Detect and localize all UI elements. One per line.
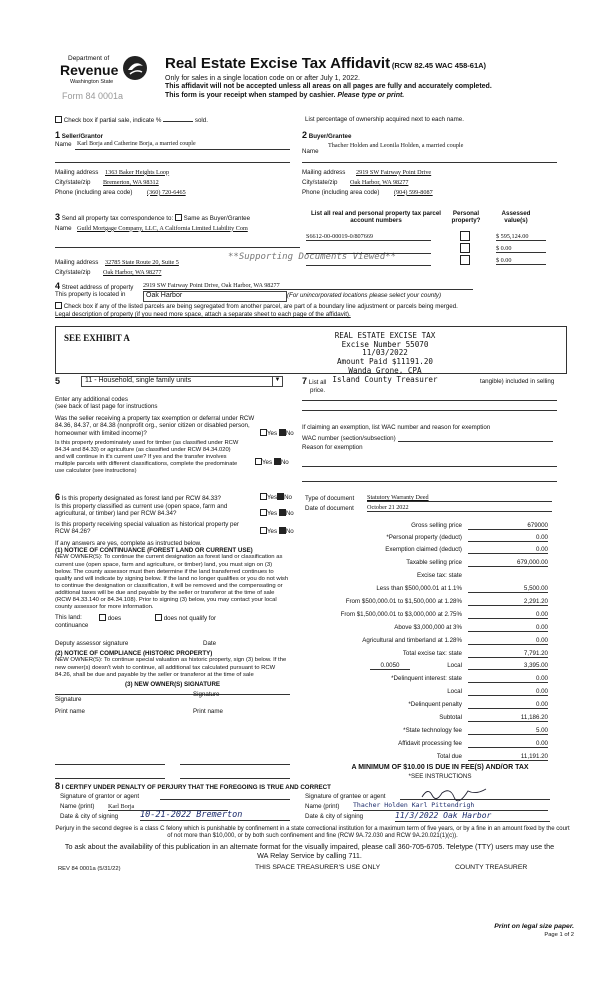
buyer-mail-label: Mailing address (302, 168, 346, 176)
located-select[interactable]: Oak Harbor (143, 291, 287, 302)
local-rate-field[interactable]: 0.0050 (370, 662, 410, 670)
tax-label: Total excise tax: state (402, 650, 462, 657)
tax-row (300, 714, 550, 724)
seller-city-label: City/state/zip (55, 178, 91, 186)
same-as-buyer-checkbox[interactable] (175, 214, 182, 221)
tax-value[interactable]: 0.00 (468, 675, 548, 683)
dept-line1: Department of (68, 55, 110, 62)
tax-label: From $1,500,000.01 to $3,000,000 at 2.75% (340, 611, 462, 618)
tax-row (300, 559, 550, 569)
yes-label: Yes (267, 429, 278, 437)
see-back-label: (see back of last page for instructions (55, 403, 158, 411)
new-owner-signature-label-1: Signature (55, 696, 82, 704)
s8-num: 8 (55, 781, 61, 791)
new-owner-print-label-2: Print name (193, 708, 223, 716)
form-rcw: (RCW 82.45 WAC 458-61A) (391, 61, 487, 70)
tax-value[interactable]: 3,395.00 (468, 662, 548, 670)
tax-row (300, 624, 550, 634)
stamp-line3: 11/03/2022 (362, 348, 408, 358)
grantor-sig-label: Signature of grantor or agent (60, 793, 140, 800)
subtitle-3: This form is your receipt when stamped by cashier. (165, 91, 336, 99)
dept-line2: Revenue (60, 62, 119, 78)
this-land-label: This land: (55, 614, 82, 622)
tax-value[interactable]: 11,191.20 (468, 753, 548, 761)
s3-city-label: City/state/zip (55, 268, 91, 276)
notice2-text: NEW OWNER(S): To continue special valuation as historic property, sign (3) below. If the new owner(s) doesn't wish to continue, all additional tax calculated pursuant to RCW 84.26, shall be due and payable by the seller or transferor at the time of sale (55, 657, 287, 678)
parcel-row (302, 257, 562, 267)
notice1-title: (1) NOTICE OF CONTINUANCE (FOREST LAND OR CURRENT USE) (55, 546, 253, 554)
legal-size-note: Print on legal size paper. (494, 923, 574, 930)
tax-label: Above $3,000,000 at 3% (394, 624, 462, 631)
buyer-mail-field[interactable]: 2919 SW Fairway Point Drive (356, 168, 432, 176)
s3-name-label: Name (55, 224, 72, 232)
buyer-num: 2 (302, 130, 308, 140)
grantee-name-label: Name (print) (305, 803, 340, 810)
county-treasurer-label: COUNTY TREASURER (455, 864, 528, 871)
buyer-name-field[interactable]: Thacher Holden and Leonila Holden, a married couple (328, 141, 464, 149)
tax-label: *Delinquent penalty (408, 701, 462, 708)
partial-sale-label: Check box if partial sale, indicate % (63, 117, 162, 124)
perjury-notice: Perjury in the second degree is a class C felony which is punishable by confinement in a state correctional institution for a maximum term of five years, or by a fine in an amount fixed by the court of not more than $10,000, or by both such confinement and fine (RCW 9A.72.030 and RCW 9A.20.021(1)(c)). (55, 826, 570, 840)
accessibility-notice: To ask about the availability of this publication in an alternate format for the visually impaired, please call 360-705-6705. Teletype (TTY) users may use the WA Relay Service by calling 711. (64, 842, 555, 860)
s6-q2: Is this property classified as current use (open space, farm and agricultural, or timber) land per RCW 84.34? (55, 502, 228, 518)
tax-row (300, 637, 550, 647)
list-percentage-note: List percentage of ownership acquired next to each name. (305, 116, 464, 123)
tax-row (300, 753, 550, 763)
s3-mail-field[interactable]: 32785 State Route 20, Suite 5 (105, 258, 179, 266)
buyer-heading: Buyer/Grantee (308, 133, 352, 140)
stamp-line1: REAL ESTATE EXCISE TAX (334, 331, 436, 340)
parcel-col3-header: Assessed value(s) (501, 210, 531, 225)
doc-date-label: Date of document (305, 505, 354, 512)
s3-mail-label: Mailing address (55, 258, 99, 266)
parcel-row (302, 233, 562, 243)
located-label: This property is located in (55, 291, 126, 298)
stamp-line5: Wanda Grone, CPA (348, 365, 422, 375)
partial-sold-label: sold. (194, 117, 208, 124)
tax-value[interactable]: 2,291.20 (468, 598, 548, 606)
tax-row (300, 675, 550, 685)
stamp-line2: Excise Number 55070 (341, 339, 429, 349)
personal-property-checkbox[interactable] (460, 231, 470, 241)
s7-tangible: tangible) included in selling (480, 378, 555, 385)
tax-value[interactable]: 7,791.20 (468, 650, 548, 658)
tax-value[interactable]: 11,186.20 (468, 714, 548, 722)
grantor-date-field[interactable]: 10-21-2022 Bremerton (140, 810, 290, 821)
subtitle-3-italic: Please type or print. (337, 91, 405, 99)
seller-phone-label: Phone (including area code) (55, 188, 133, 196)
no-label: No (285, 527, 294, 535)
tax-row (300, 650, 550, 660)
tax-label: *Personal property (deduct) (386, 534, 462, 541)
subtitle-2: This affidavit will not be accepted unless all areas on all pages are fully and accurately completed. (165, 83, 492, 91)
treasurer-use-label: THIS SPACE TREASURER'S USE ONLY (255, 864, 381, 871)
parcel-col1-header: List all real and personal property tax parcel account numbers (311, 210, 441, 225)
dor-logo (60, 55, 152, 105)
form-revision: REV 84 0001a (5/31/22) (58, 866, 121, 872)
land-use-value: 11 - Household, single family units (85, 377, 192, 384)
personal-property-checkbox[interactable] (460, 255, 470, 265)
tax-value[interactable]: 0.00 (468, 688, 548, 696)
s7-num: 7 (302, 376, 308, 386)
s5-q2: Is this property predominately used for timber (as classified under RCW 84.34 and 84.33) or agriculture (as classified under RCW 84.34.020) and will continue in it's current use? If yes and the transfer involves multiple parcels with different classifications, complete the predominate use calculator (see instructions) (55, 440, 239, 474)
tax-value[interactable]: 0.00 (468, 637, 548, 645)
s3-label: Send all property tax correspondence to: (61, 215, 174, 222)
buyer-phone-label: Phone (including area code) (302, 188, 380, 196)
tax-row (300, 727, 550, 737)
seller-num: 1 (55, 130, 61, 140)
tax-row (300, 598, 550, 608)
tax-label: Local (447, 662, 462, 669)
tax-row (300, 585, 550, 595)
seller-phone-field[interactable]: (360) 720-6465 (147, 188, 186, 196)
notice1-text: NEW OWNER(S): To continue the current designation as forest land or classification as current use (open space, farm and agriculture, or timber) land, you must sign on (3) below. The county assessor must then determine if the land transferred continues to qualify and will indicate by signing below. If the land no longer qualifies or you do not wish to continue the designation or classification, it will be removed and the compensating or additional taxes will be due and payable by the seller or transferor at the time of sale (RCW 84.33.140 or 84.34.108). Prior to signing (3) below, you may contact your local county assessor for more information. (55, 554, 289, 610)
s5-q2-yes-checkbox[interactable] (255, 458, 262, 465)
continuance-label: continuance (55, 622, 89, 630)
chevron-down-icon: ▼ (272, 377, 282, 386)
tax-label: Affidavit processing fee (398, 740, 462, 747)
tax-label: Gross selling price (411, 522, 462, 529)
parcel-value[interactable]: $ 0.00 (496, 245, 546, 253)
doc-type-field[interactable]: Statutory Warranty Deed (367, 494, 552, 502)
s3-name-field[interactable]: Guild Mortgage Company, LLC, A California Limited Liability Com (77, 224, 248, 232)
new-owner-print-label-1: Print name (55, 708, 85, 716)
tax-value[interactable]: 0.00 (468, 546, 548, 554)
tax-value[interactable]: 679,000.00 (468, 559, 548, 567)
tax-row (300, 522, 550, 532)
tax-label: Subtotal (439, 714, 462, 721)
wac-field[interactable] (398, 441, 553, 442)
grantor-date-label: Date & city of signing (60, 813, 119, 820)
seller-mail-label: Mailing address (55, 168, 99, 176)
deputy-signature-label: Deputy assessor signature (55, 640, 129, 648)
seller-name-field[interactable]: Karl Borja and Catherine Borja, a married couple (77, 140, 196, 147)
form-title-area (165, 55, 565, 100)
s6-q1: Is this property designated as forest land per RCW 84.33? (61, 495, 221, 502)
yes-label: Yes (267, 527, 278, 535)
tax-value[interactable]: 5,500.00 (468, 585, 548, 593)
page-number: Page 1 of 2 (544, 932, 574, 938)
stamp-line6: Island County Treasurer (332, 374, 438, 384)
dept-line3: Washington State (70, 79, 114, 85)
parcel-row (302, 245, 562, 255)
tax-label: From $500,000.01 to $1,500,000 at 1.28% (345, 598, 462, 605)
tax-label: Total due (436, 753, 462, 760)
does-not-checkbox[interactable] (155, 614, 162, 621)
personal-property-checkbox[interactable] (460, 243, 470, 253)
tax-row (300, 611, 550, 621)
tax-value[interactable]: 0.00 (468, 624, 548, 632)
tax-label: *Delinquent interest: state (391, 675, 462, 682)
doc-date-field[interactable]: October 21 2022 (367, 504, 552, 512)
tax-label: *State technology fee (403, 727, 462, 734)
supporting-docs-stamp: **Supporting Documents Viewed** (228, 252, 396, 262)
grantor-signature-field[interactable] (160, 799, 290, 800)
tax-label: Less than $500,000.01 at 1.1% (376, 585, 462, 592)
tax-label: Agricultural and timberland at 1.28% (362, 637, 462, 644)
seller-heading: Seller/Grantor (61, 133, 104, 140)
s6-q2-yes-checkbox[interactable] (260, 509, 267, 516)
located-note: (For unincorporated locations please select your county) (287, 292, 442, 299)
tax-row (300, 572, 550, 582)
parcel-number[interactable]: S6612-00-00019-0/807669 (306, 233, 431, 241)
no-label: No (284, 494, 293, 501)
tax-value[interactable]: 0.00 (468, 534, 548, 542)
s7-price: price. (310, 386, 326, 394)
parcel-number[interactable] (306, 257, 431, 266)
s6-num: 6 (55, 492, 61, 502)
s7-list-all: List all (308, 379, 327, 386)
buyer-city-field[interactable]: Oak Harbor, WA 98277 (350, 178, 409, 186)
s3-num: 3 (55, 212, 61, 222)
subtitle-1: Only for sales in a single location code on or after July 1, 2022. (165, 75, 360, 82)
does-checkbox[interactable] (99, 614, 106, 621)
dor-mark-icon (122, 55, 148, 81)
tax-value[interactable]: 679000 (468, 522, 548, 530)
no-label: No (285, 509, 294, 517)
yes-label: Yes (267, 509, 278, 517)
parcel-value[interactable]: $ 595,124.00 (496, 233, 546, 241)
partial-sale-row (55, 116, 575, 124)
s5-q1-no-checkbox[interactable] (279, 429, 286, 436)
does-not-label: does not qualify for (163, 615, 217, 623)
street-field[interactable]: 2919 SW Fairway Point Drive, Oak Harbor, WA 98277 (143, 282, 473, 290)
buyer-city-label: City/state/zip (302, 178, 338, 186)
tax-value[interactable]: 0.00 (468, 701, 548, 709)
yes-label: Yes (267, 494, 278, 501)
additional-codes-label: Enter any additional codes (55, 396, 128, 403)
grantee-sig-label: Signature of grantee or agent (305, 793, 386, 800)
tax-value[interactable]: 5.00 (468, 727, 548, 735)
yes-label: Yes (262, 459, 273, 467)
segregated-checkbox[interactable] (55, 302, 62, 309)
grantor-name-field[interactable]: Karl Borja (108, 803, 228, 811)
no-label: No (280, 459, 289, 467)
s6-q2-no-checkbox[interactable] (279, 509, 286, 516)
form-title: Real Estate Excise Tax Affidavit (165, 55, 391, 72)
s3-city-field[interactable]: Oak Harbor, WA 98277 (103, 268, 162, 276)
tax-label: Local (447, 688, 462, 695)
legal-description-value: SEE EXHIBIT A (64, 333, 130, 343)
tax-label: Taxable selling price (406, 559, 462, 566)
new-owner-signature-label-2: Signature (193, 691, 220, 699)
grantee-date-field[interactable]: 11/3/2022 Oak Harbor (395, 811, 550, 822)
grantee-date-label: Date & city of signing (305, 813, 364, 820)
same-as-buyer-label: Same as Buyer/Grantee (183, 215, 251, 222)
s4-num: 4 (55, 281, 61, 291)
form-number: Form 84 0001a (62, 91, 124, 101)
stamp-line4: Amount Paid $11191.20 (336, 357, 433, 367)
s6-q3-yes-checkbox[interactable] (260, 527, 267, 534)
tax-row (300, 534, 550, 544)
s6-q1-yes-checkbox[interactable] (260, 493, 267, 500)
wac-label: WAC number (section/subsection) (302, 434, 396, 442)
parcel-number[interactable] (306, 245, 431, 254)
partial-sale-checkbox[interactable] (55, 116, 62, 123)
s5-q1: Was the seller receiving a property tax exemption or deferral under RCW 84.36, 84.37, or 84.38 (nonprofit org., senior citizen or disabled person, homeowner with limited income)? (55, 414, 255, 437)
seller-name-label: Name (55, 140, 72, 148)
tax-value[interactable]: 0.00 (468, 611, 548, 619)
s5-num: 5 (55, 376, 61, 386)
see-instructions-note: *SEE INSTRUCTIONS (408, 773, 472, 780)
tax-value[interactable]: 0.00 (468, 740, 548, 748)
buyer-phone-field[interactable]: (904) 599-8087 (394, 188, 433, 196)
seller-city-field[interactable]: Bremerton, WA 98312 (103, 178, 159, 186)
does-label: does (107, 615, 122, 623)
tax-label: Excise tax: state (416, 572, 462, 579)
parcel-col2-header: Personal property? (451, 210, 481, 225)
minimum-due-note: A MINIMUM OF $10.00 IS DUE IN FEE(S) AND/OR TAX (351, 764, 529, 771)
if-yes-note: If any answers are yes, complete as instructed below. (55, 539, 202, 547)
parcel-value[interactable]: $ 0.00 (496, 257, 546, 265)
grantee-name-field[interactable]: Thacher Holden Karl Pittendrigh (353, 802, 548, 811)
exemption-note: If claiming an exemption, list WAC number and reason for exemption (302, 424, 491, 432)
s5-q1-yes-checkbox[interactable] (260, 429, 267, 436)
segregated-label: Check box if any of the listed parcels are being segregated from another parcel, are part of a boundary line adjustment or parcels being merged. (63, 303, 458, 310)
land-use-select[interactable] (81, 376, 283, 387)
tax-label: Exemption claimed (deduct) (385, 546, 462, 553)
grantor-name-label: Name (print) (60, 803, 95, 810)
notice2-title: (2) NOTICE OF COMPLIANCE (HISTORIC PROPERTY) (55, 650, 213, 658)
deputy-date-label: Date (203, 640, 217, 648)
no-label: No (285, 429, 294, 437)
tax-row (300, 701, 550, 711)
tax-row (300, 546, 550, 556)
street-label: Street address of property (61, 284, 134, 291)
tax-row-local (300, 662, 550, 672)
tax-row (300, 688, 550, 698)
notice3-title: (3) NEW OWNER(S) SIGNATURE (124, 680, 221, 688)
s5-q2-no-checkbox[interactable] (274, 458, 281, 465)
s6-q3-no-checkbox[interactable] (279, 527, 286, 534)
reason-label: Reason for exemption (302, 444, 363, 452)
seller-mail-field[interactable]: 1363 Baker Heights Loop (105, 168, 170, 176)
legal-description-label: Legal description of property (if you need more space, attach a separate sheet to each page of the affidavit). (55, 311, 351, 319)
buyer-name-label: Name (302, 147, 319, 155)
certify-statement: I CERTIFY UNDER PENALTY OF PERJURY THAT THE FOREGOING IS TRUE AND CORRECT (61, 784, 331, 791)
doc-type-label: Type of document (305, 495, 355, 502)
s6-q3: Is this property receiving special valuation as historical property per RCW 84.26? (55, 520, 239, 536)
tax-row (300, 740, 550, 750)
